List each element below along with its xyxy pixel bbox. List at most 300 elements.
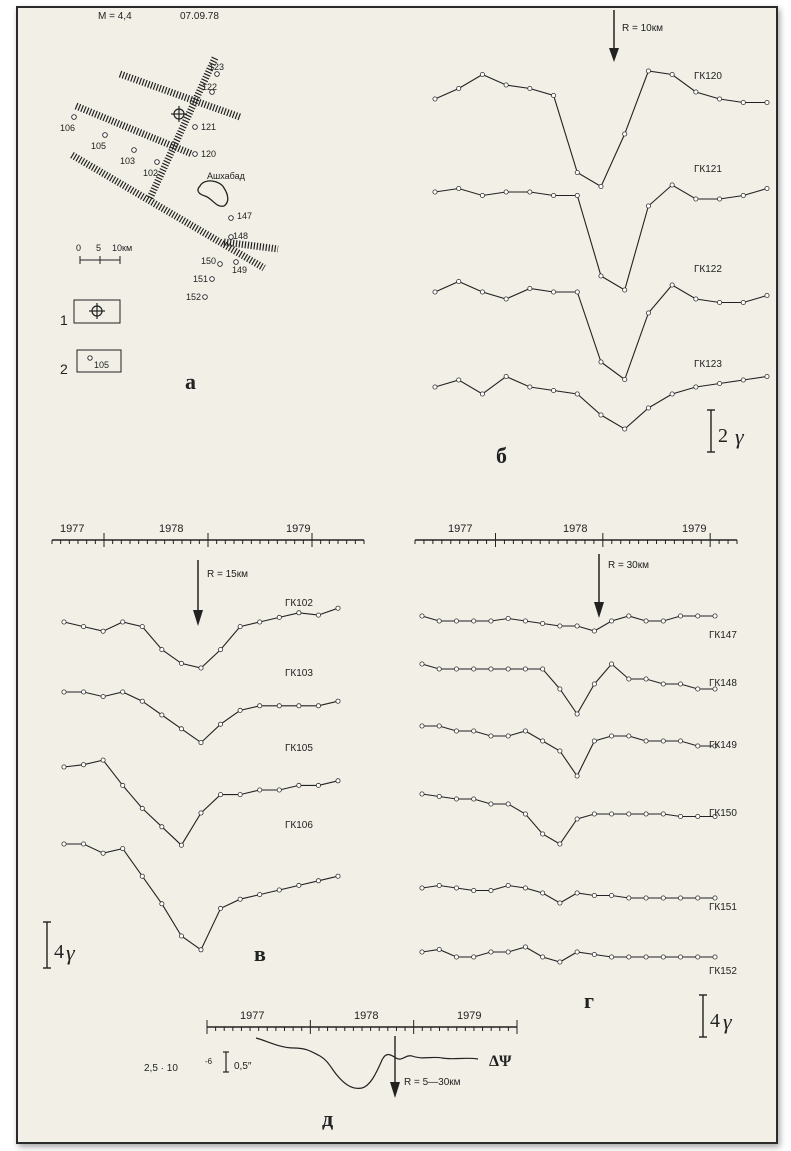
- data-point: [81, 842, 85, 846]
- series-label-ГК123: ГК123: [694, 359, 722, 370]
- panel-g-chart: [415, 523, 737, 1037]
- data-point: [523, 886, 527, 890]
- series-line-ГК152: [422, 947, 715, 962]
- data-point: [623, 288, 627, 292]
- data-point: [199, 741, 203, 745]
- data-point: [258, 893, 262, 897]
- city-outline: [198, 181, 228, 206]
- data-point: [457, 86, 461, 90]
- data-point: [541, 832, 545, 836]
- data-point: [433, 290, 437, 294]
- scale-label-5: 5: [96, 243, 102, 253]
- data-point: [644, 677, 648, 681]
- series-label-ГК148: ГК148: [709, 678, 737, 689]
- series-label-ГК122: ГК122: [694, 264, 722, 275]
- data-point: [480, 193, 484, 197]
- data-point: [81, 690, 85, 694]
- gamma-symbol-b: γ: [735, 424, 744, 449]
- data-point: [160, 648, 164, 652]
- series-ГК105: [62, 743, 340, 847]
- data-point: [179, 727, 183, 731]
- data-point: [506, 616, 510, 620]
- series-line-ГК151: [422, 886, 715, 904]
- panel-b-letter: б: [496, 443, 507, 468]
- data-point: [140, 874, 144, 878]
- data-point: [717, 300, 721, 304]
- data-point: [258, 620, 262, 624]
- city-label: Ашхабад: [207, 171, 245, 181]
- series-ГК103: [62, 668, 340, 745]
- data-point: [644, 896, 648, 900]
- station-label-152: 152: [186, 292, 202, 302]
- data-point: [575, 950, 579, 954]
- data-point: [551, 193, 555, 197]
- legend-epicenter-icon: [89, 303, 105, 319]
- data-point: [717, 197, 721, 201]
- data-point: [420, 886, 424, 890]
- scale-bar-d: [223, 1052, 229, 1072]
- data-point: [433, 97, 437, 101]
- data-point: [199, 666, 203, 670]
- data-point: [670, 183, 674, 187]
- data-point: [646, 406, 650, 410]
- series-ГК152: [420, 945, 737, 977]
- data-point: [696, 687, 700, 691]
- data-point: [480, 72, 484, 76]
- data-point: [454, 955, 458, 959]
- data-point: [741, 193, 745, 197]
- data-point: [489, 888, 493, 892]
- station-marker-105: [103, 133, 108, 138]
- data-point: [437, 794, 441, 798]
- data-point: [696, 744, 700, 748]
- figure-canvas: [18, 8, 776, 1142]
- data-point: [678, 814, 682, 818]
- data-point: [696, 955, 700, 959]
- data-point: [609, 662, 613, 666]
- data-point: [316, 704, 320, 708]
- data-point: [551, 93, 555, 97]
- data-point: [696, 896, 700, 900]
- data-point: [717, 97, 721, 101]
- data-point: [575, 624, 579, 628]
- data-point: [623, 132, 627, 136]
- series-line-ГК105: [64, 760, 338, 845]
- data-point: [258, 788, 262, 792]
- data-point: [592, 682, 596, 686]
- data-point: [661, 955, 665, 959]
- station-marker-106: [72, 115, 77, 120]
- gamma-symbol-v: γ: [66, 940, 75, 965]
- data-point: [160, 902, 164, 906]
- data-point: [277, 888, 281, 892]
- station-label-120: 120: [201, 149, 217, 159]
- data-point: [696, 614, 700, 618]
- data-point: [609, 955, 613, 959]
- data-point: [694, 385, 698, 389]
- data-point: [661, 682, 665, 686]
- data-point: [506, 734, 510, 738]
- data-point: [437, 947, 441, 951]
- data-point: [454, 667, 458, 671]
- panel-g-letter: г: [584, 988, 594, 1013]
- station-label-147: 147: [237, 211, 253, 221]
- data-point: [541, 739, 545, 743]
- station-marker-121: [193, 125, 198, 130]
- data-point: [62, 842, 66, 846]
- data-point: [121, 690, 125, 694]
- arrow-d: [390, 1036, 400, 1098]
- series-label-ГК151: ГК151: [709, 902, 737, 913]
- data-point: [489, 950, 493, 954]
- data-point: [121, 620, 125, 624]
- data-point: [694, 297, 698, 301]
- arrow-g: [594, 554, 604, 618]
- station-label-150: 150: [201, 256, 217, 266]
- data-point: [472, 667, 476, 671]
- data-point: [199, 948, 203, 952]
- arrow-label-b: R = 10км: [622, 23, 663, 34]
- data-point: [694, 197, 698, 201]
- data-point: [336, 874, 340, 878]
- station-markers: [60, 62, 252, 302]
- data-point: [609, 893, 613, 897]
- data-point: [551, 290, 555, 294]
- data-point: [457, 279, 461, 283]
- data-point: [558, 749, 562, 753]
- data-point: [523, 619, 527, 623]
- scale-arcsec-d: 0,5″: [234, 1061, 252, 1072]
- data-point: [592, 629, 596, 633]
- station-label-151: 151: [193, 274, 209, 284]
- data-point: [661, 619, 665, 623]
- data-point: [678, 682, 682, 686]
- data-point: [238, 708, 242, 712]
- data-point: [558, 901, 562, 905]
- data-point: [558, 960, 562, 964]
- data-point: [437, 724, 441, 728]
- data-point: [644, 955, 648, 959]
- station-marker-152: [203, 295, 208, 300]
- data-point: [420, 950, 424, 954]
- series-line-ГК103: [64, 692, 338, 743]
- data-point: [575, 891, 579, 895]
- data-point: [238, 897, 242, 901]
- station-label-102: 102: [143, 168, 159, 178]
- data-point: [575, 392, 579, 396]
- station-marker-120: [193, 152, 198, 157]
- data-point: [480, 392, 484, 396]
- station-marker-147: [229, 216, 234, 221]
- series-line-ГК106: [64, 844, 338, 950]
- data-point: [179, 934, 183, 938]
- data-point: [528, 286, 532, 290]
- data-point: [627, 677, 631, 681]
- station-label-123: 123: [209, 62, 225, 72]
- data-point: [101, 695, 105, 699]
- data-point: [506, 667, 510, 671]
- series-label-ГК147: ГК147: [709, 630, 737, 641]
- data-point: [592, 893, 596, 897]
- data-point: [457, 378, 461, 382]
- data-point: [678, 955, 682, 959]
- data-point: [523, 945, 527, 949]
- year-1978-g: 1978: [563, 523, 588, 535]
- data-point: [62, 620, 66, 624]
- data-point: [454, 886, 458, 890]
- figure-page: [16, 6, 778, 1144]
- data-point: [609, 812, 613, 816]
- arrow-label-g: R = 30км: [608, 560, 649, 571]
- data-point: [336, 779, 340, 783]
- data-point: [480, 290, 484, 294]
- data-point: [179, 843, 183, 847]
- scale-label-0: 0: [76, 243, 82, 253]
- data-point: [599, 360, 603, 364]
- station-label-148: 148: [233, 231, 249, 241]
- data-point: [765, 186, 769, 190]
- data-point: [62, 765, 66, 769]
- data-point: [336, 699, 340, 703]
- data-point: [592, 739, 596, 743]
- data-point: [541, 955, 545, 959]
- data-point: [646, 204, 650, 208]
- station-marker-102: [155, 160, 160, 165]
- data-point: [420, 614, 424, 618]
- series-label-ГК102: ГК102: [285, 598, 313, 609]
- series-ГК102: [62, 598, 340, 670]
- series-line-ГК150: [422, 794, 715, 844]
- data-point: [160, 713, 164, 717]
- data-point: [678, 614, 682, 618]
- data-point: [741, 100, 745, 104]
- arrow-label-v: R = 15км: [207, 569, 248, 580]
- data-point: [644, 619, 648, 623]
- year-1979-g: 1979: [682, 523, 707, 535]
- data-point: [433, 190, 437, 194]
- data-point: [627, 812, 631, 816]
- station-marker-150: [218, 262, 223, 267]
- scale-label-b: 2: [718, 425, 728, 447]
- station-marker-123: [215, 72, 220, 77]
- panel-v-chart: [43, 523, 364, 968]
- data-point: [81, 763, 85, 767]
- data-point: [575, 774, 579, 778]
- data-point: [101, 758, 105, 762]
- data-point: [575, 290, 579, 294]
- data-point: [541, 621, 545, 625]
- year-1977-d: 1977: [240, 1010, 265, 1022]
- series-ГК148: [420, 662, 737, 716]
- data-point: [506, 802, 510, 806]
- data-point: [623, 377, 627, 381]
- series-line-ГК147: [422, 616, 715, 631]
- data-point: [437, 883, 441, 887]
- station-label-105: 105: [91, 141, 107, 151]
- data-point: [741, 378, 745, 382]
- data-point: [713, 614, 717, 618]
- panel-a-letter: а: [185, 369, 196, 394]
- data-point: [218, 722, 222, 726]
- data-point: [437, 667, 441, 671]
- data-point: [646, 69, 650, 73]
- series-ГК151: [420, 883, 737, 913]
- data-point: [504, 374, 508, 378]
- data-point: [121, 783, 125, 787]
- station-label-122: 122: [202, 82, 218, 92]
- station-marker-103: [132, 148, 137, 153]
- series-ГК123: [433, 359, 769, 431]
- scale-label-10: 10км: [112, 243, 133, 253]
- year-1978-d: 1978: [354, 1010, 379, 1022]
- arrow-v: [193, 560, 203, 626]
- data-point: [575, 193, 579, 197]
- station-label-103: 103: [120, 156, 136, 166]
- data-point: [765, 374, 769, 378]
- series-label-ГК103: ГК103: [285, 668, 313, 679]
- data-point: [528, 86, 532, 90]
- data-point: [218, 793, 222, 797]
- data-point: [472, 955, 476, 959]
- legend-station-label: 105: [94, 360, 110, 370]
- data-point: [297, 783, 301, 787]
- data-point: [661, 896, 665, 900]
- data-point: [62, 690, 66, 694]
- data-point: [489, 734, 493, 738]
- scale-bar-b: [707, 410, 715, 452]
- data-point: [258, 704, 262, 708]
- series-label-ГК106: ГК106: [285, 820, 313, 831]
- data-point: [678, 739, 682, 743]
- data-point: [140, 699, 144, 703]
- map-scale-bar: [80, 256, 120, 264]
- data-point: [551, 388, 555, 392]
- gamma-symbol-g: γ: [723, 1009, 732, 1034]
- series-line-ГК149: [422, 726, 715, 776]
- data-point: [609, 619, 613, 623]
- year-1979-d: 1979: [457, 1010, 482, 1022]
- data-point: [316, 613, 320, 617]
- panel-b-chart: [433, 10, 769, 468]
- panel-d-chart: [144, 1010, 517, 1131]
- data-point: [592, 952, 596, 956]
- data-point: [592, 812, 596, 816]
- station-label-106: 106: [60, 123, 76, 133]
- data-point: [694, 90, 698, 94]
- data-point: [713, 896, 717, 900]
- date-label: 07.09.78: [180, 11, 219, 22]
- data-point: [277, 788, 281, 792]
- scale-bar-g: [699, 995, 707, 1037]
- series-label-ГК121: ГК121: [694, 164, 722, 175]
- data-point: [472, 729, 476, 733]
- data-point: [623, 427, 627, 431]
- scale-value-d: 2,5 · 10: [144, 1063, 178, 1074]
- epicenter-icon: [171, 106, 187, 122]
- data-point: [457, 186, 461, 190]
- data-point: [420, 662, 424, 666]
- data-point: [336, 606, 340, 610]
- data-point: [646, 311, 650, 315]
- data-point: [627, 614, 631, 618]
- magnitude-label: M = 4,4: [98, 11, 132, 22]
- data-point: [558, 687, 562, 691]
- data-point: [316, 879, 320, 883]
- data-point: [121, 847, 125, 851]
- data-point: [472, 797, 476, 801]
- data-point: [472, 619, 476, 623]
- data-point: [101, 629, 105, 633]
- data-point: [238, 625, 242, 629]
- data-point: [277, 704, 281, 708]
- data-point: [627, 896, 631, 900]
- data-point: [506, 883, 510, 887]
- data-point: [218, 906, 222, 910]
- data-point: [661, 739, 665, 743]
- data-point: [523, 729, 527, 733]
- data-point: [670, 392, 674, 396]
- data-point: [696, 814, 700, 818]
- data-point: [101, 851, 105, 855]
- data-point: [644, 812, 648, 816]
- series-line-ГК148: [422, 664, 715, 714]
- data-point: [575, 817, 579, 821]
- data-point: [179, 661, 183, 665]
- data-point: [297, 883, 301, 887]
- data-point: [575, 170, 579, 174]
- panel-a-map: [60, 11, 278, 394]
- data-point: [420, 724, 424, 728]
- arrow-label-d: R = 5—30км: [404, 1077, 461, 1088]
- data-point: [140, 806, 144, 810]
- series-ГК150: [420, 792, 737, 846]
- arrow-b: [609, 10, 619, 62]
- data-point: [575, 712, 579, 716]
- data-point: [420, 792, 424, 796]
- data-point: [644, 739, 648, 743]
- data-point: [599, 184, 603, 188]
- data-point: [489, 667, 493, 671]
- station-label-149: 149: [232, 265, 248, 275]
- station-label-121: 121: [201, 122, 217, 132]
- delta-psi-label: ΔΨ: [489, 1053, 512, 1070]
- data-point: [504, 297, 508, 301]
- data-point: [717, 381, 721, 385]
- data-point: [678, 896, 682, 900]
- data-point: [81, 625, 85, 629]
- data-point: [528, 190, 532, 194]
- legend-num-1: 1: [60, 312, 68, 328]
- series-ГК149: [420, 724, 737, 778]
- data-point: [599, 413, 603, 417]
- data-point: [558, 842, 562, 846]
- data-point: [504, 190, 508, 194]
- panel-v-letter: в: [254, 941, 266, 966]
- data-point: [160, 825, 164, 829]
- station-marker-151: [210, 277, 215, 282]
- series-line-ГК102: [64, 608, 338, 668]
- series-line-ГК123: [435, 377, 767, 430]
- scale-exp-d: -6: [205, 1057, 213, 1066]
- legend-num-2: 2: [60, 361, 68, 377]
- station-marker-149: [234, 260, 239, 265]
- data-point: [541, 891, 545, 895]
- panel-d-letter: д: [322, 1106, 334, 1131]
- data-point: [627, 955, 631, 959]
- data-point: [765, 100, 769, 104]
- data-point: [454, 729, 458, 733]
- data-point: [558, 624, 562, 628]
